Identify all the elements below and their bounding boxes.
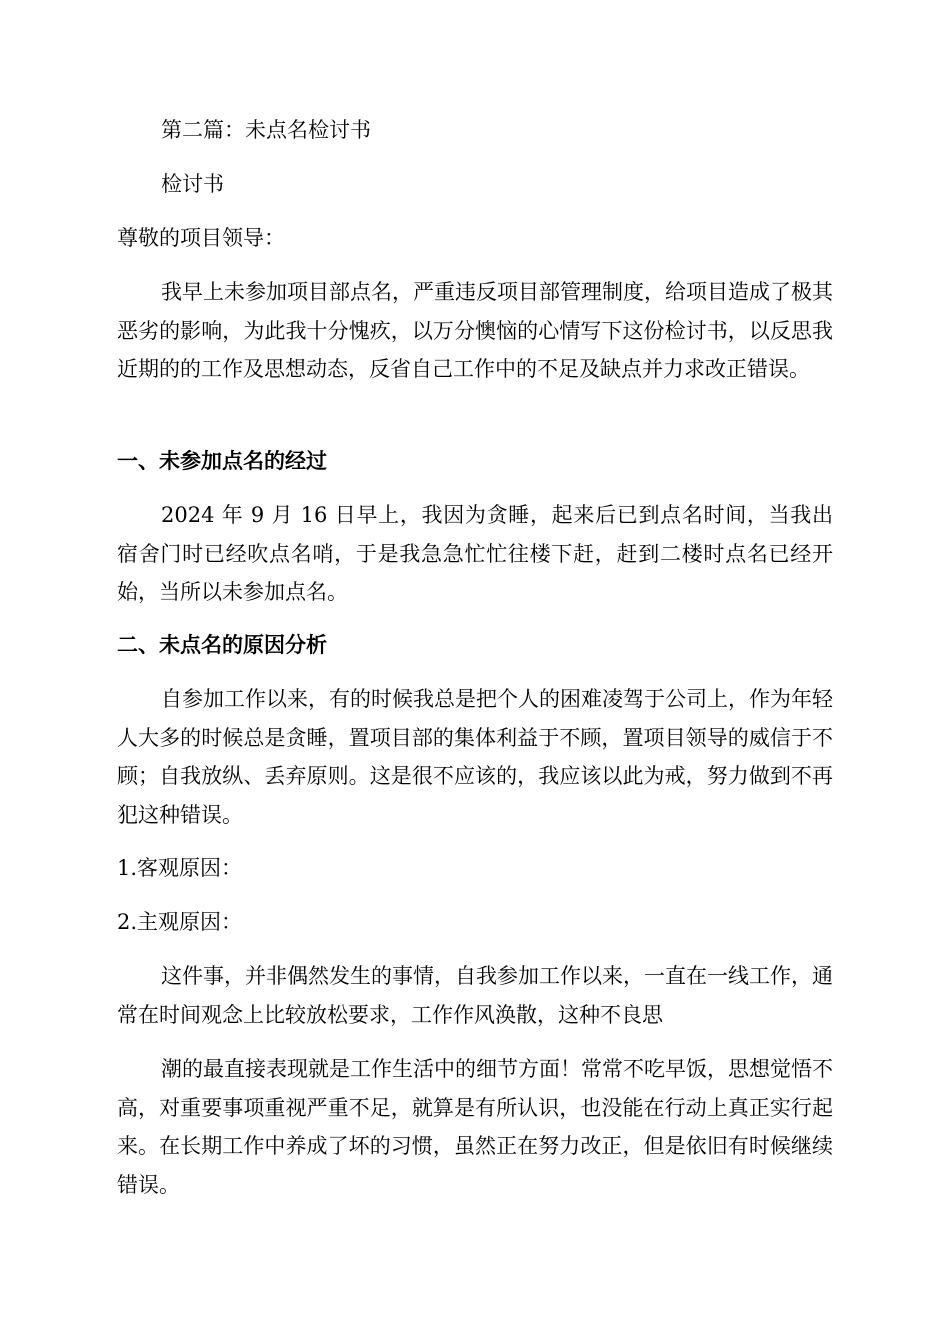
list-item-subjective: 2.主观原因：: [117, 910, 243, 934]
part-title: 第二篇：未点名检讨书: [161, 118, 371, 142]
intro-paragraph: 我早上未参加项目部点名，严重违反项目部管理制度，给项目造成了极其恶劣的影响，为此我十分愧疚，以万分懊恼的心情写下这份检讨书，以反思我近期的的工作及思想动态，反省自己工作中的不足及缺点并力求改正错误。: [117, 280, 833, 381]
subjective-paragraph-part2: 潮的最直接表现就是工作生活中的细节方面！常常不吃早饭，思想觉悟不高，对重要事项重视严重不足，就算是有所认识，也没能在行动上真正实行起来。在长期工作中养成了坏的习惯，虽然正在努力改正，但是依旧有时候继续错误。: [117, 1057, 833, 1197]
list-item-objective: 1.客观原因：: [117, 856, 243, 880]
section1-paragraph: 2024 年 9 月 16 日早上，我因为贪睡，起来后已到点名时间，当我出宿舍门时已经吹点名哨，于是我急急忙忙往楼下赶，赶到二楼时点名已经开始，当所以未参加点名。: [117, 503, 833, 604]
document-title: 检讨书: [161, 172, 224, 196]
salutation: 尊敬的项目领导：: [117, 226, 285, 250]
subjective-paragraph-part1: 这件事，并非偶然发生的事情，自我参加工作以来，一直在一线工作，通常在时间观念上比较放松要求，工作作风涣散，这种不良思: [117, 964, 833, 1027]
section2-heading: 二、未点名的原因分析: [117, 633, 327, 657]
section2-paragraph: 自参加工作以来，有的时候我总是把个人的困难凌驾于公司上，作为年轻人大多的时候总是贪睡，置项目部的集体利益于不顾，置项目领导的威信于不顾；自我放纵、丢弃原则。这是很不应该的，我应该以此为戒，努力做到不再犯这种错误。: [117, 687, 833, 827]
section1-heading: 一、未参加点名的经过: [117, 449, 327, 473]
